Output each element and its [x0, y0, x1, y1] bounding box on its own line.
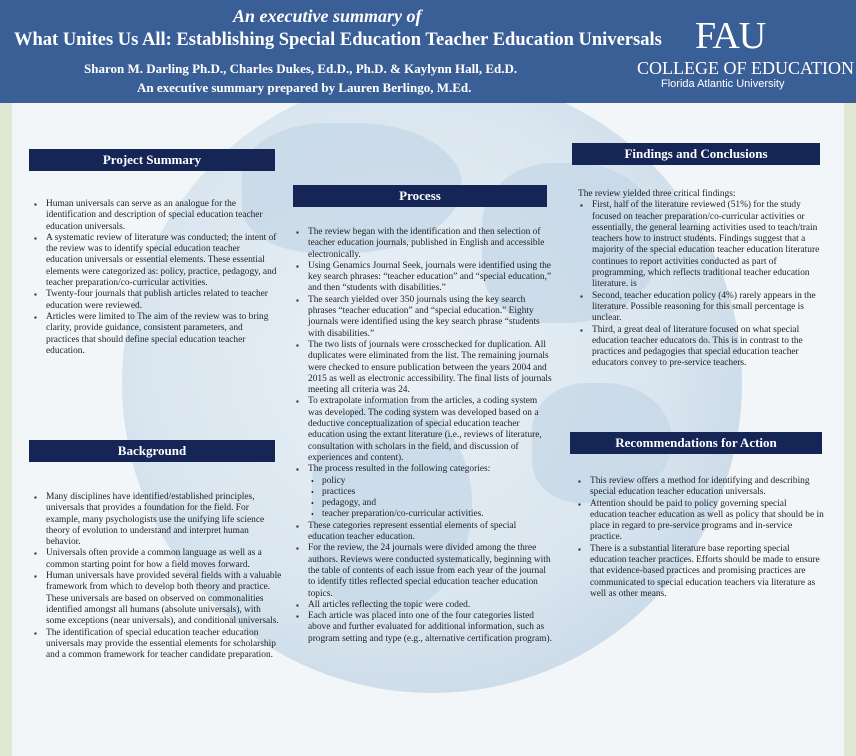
list-item: ▪ These categories represent essential elements of special education teacher education. — [294, 521, 552, 544]
poster-body — [12, 103, 844, 756]
list-item: ▪ This review offers a method for identifying and describing special education teacher education universals. — [576, 476, 824, 499]
category-item: • practices — [294, 487, 552, 498]
background-title: Background — [29, 440, 275, 462]
header-authors: Sharon M. Darling Ph.D., Charles Dukes, Ed.D., Ph.D. & Kaylynn Hall, Ed.D. — [84, 61, 518, 76]
fau-logo-mark: FAU — [695, 15, 766, 57]
findings-body — [578, 189, 823, 370]
background-body — [32, 492, 282, 661]
list-item: ▪ Twenty-four journals that publish articles related to teacher education were reviewed. — [32, 289, 277, 312]
fau-logo-university: Florida Atlantic University — [661, 78, 785, 90]
project-summary-body — [32, 199, 277, 357]
category-item: • pedagogy, and — [294, 498, 552, 509]
list-item: ▪ First, half of the literature reviewed (51%) for the study focused on teacher preparation/co-curricular activities or essentially, the general learning activities used to teach/train teachers how to instruct students. Findings suggest that a majority of the special education teacher education literature continues to report activities conducted as part of programming, which reflects traditional teacher education literature. is — [578, 200, 823, 290]
list-item: ▪ Using Genamics Journal Seek, journals were identified using the key search phrases: “teacher education” and “special education,” and then “students with disabilities.” — [294, 261, 552, 295]
process-title: Process — [293, 185, 547, 207]
fau-logo-college: COLLEGE OF EDUCATION — [637, 58, 854, 78]
list-item: ▪ A systematic review of literature was conducted; the intent of the review was to identify special education teacher education universals or essential elements. These essential elements were categorized as: policy, practice, pedagogy, and teacher preparation/co-curricular activities. — [32, 233, 277, 289]
process-list — [294, 227, 552, 645]
list-item: ▪ Human universals have provided several fields with a valuable framework from which to develop both theory and practice. These universals are based on observed on commonalities identified amongst all humans (absolute universals), with some exceptions (near universals), and conditional universals. — [32, 571, 282, 627]
list-item: ▪ For the review, the 24 journals were divided among the three authors. Reviews were conducted systematically, beginning with the table of contents of each issue from each year of the journal to identify titles reflected special education teacher education topics. — [294, 543, 552, 599]
recommendations-list — [576, 476, 824, 600]
list-item: ▪ The identification of special education teacher education universals may provide the essential elements for scholarship and a common framework for teacher candidate preparation. — [32, 628, 282, 662]
list-item: ▪ The search yielded over 350 journals using the key search phrases “teacher education” and “special education.” Eighty journals were identified using the key search phrase “students with disabilities.” — [294, 295, 552, 340]
list-item: ▪ Many disciplines have identified/established principles, universals that provides a foundation for the field. For example, many psychologists use the unifying life science theory of evolution to understand and interpret human behavior. — [32, 492, 282, 548]
list-item: ▪ Human universals can serve as an analogue for the identification and description of special education teacher education universals. — [32, 199, 277, 233]
list-item: ▪ Articles were limited to The aim of the review was to bring clarity, provide guidance, consistent parameters, and practices that should define special education teacher education. — [32, 312, 277, 357]
list-item: ▪ The review began with the identification and then selection of teacher education journals, published in English and accessible electronically. — [294, 227, 552, 261]
list-item: ▪ Each article was placed into one of the four categories listed above and further evaluated for additional information, such as program setting and type (e.g., alternative certification program). — [294, 611, 552, 645]
header-subtitle: An executive summary of — [233, 6, 422, 26]
list-item: ▪ Attention should be paid to policy governing special education teacher education as well as policy that should be in place in regard to pre-service programs and in-service practice. — [576, 499, 824, 544]
category-item: • teacher preparation/co-curricular activities. — [294, 509, 552, 520]
findings-intro: The review yielded three critical findings: — [578, 189, 736, 199]
list-item: ▪ All articles reflecting the topic were coded. — [294, 600, 552, 611]
recommendations-title: Recommendations for Action — [570, 432, 822, 454]
recommendations-body — [576, 476, 824, 600]
list-item: ▪ Second, teacher education policy (4%) rarely appears in the literature. Possible reasoning for this small percentage is unclear. — [578, 291, 823, 325]
findings-list — [578, 200, 823, 369]
list-item: ▪ The process resulted in the following categories: — [294, 464, 552, 475]
background-list — [32, 492, 282, 661]
list-item: ▪ Third, a great deal of literature focused on what special education teacher educators do. This is in contrast to the practices and pedagogies that special education teacher educators convey to pre-service teachers. — [578, 325, 823, 370]
list-item: ▪ The two lists of journals were crosschecked for duplication. All duplicates were eliminated from the list. The remaining journals were checked to ensure publication between the years 2004 and 2015 as well as electronic accessibility. The final lists of journals meeting all criteria was 24. — [294, 340, 552, 396]
header-prepared-by: An executive summary prepared by Lauren Berlingo, M.Ed. — [137, 80, 472, 95]
category-item: • policy — [294, 476, 552, 487]
poster-header — [0, 0, 856, 103]
project-summary-title: Project Summary — [29, 149, 275, 171]
list-item: ▪ Universals often provide a common language as well as a common starting point for how a field moves forward. — [32, 548, 282, 571]
list-item: ▪ There is a substantial literature base reporting special education teacher practices. Efforts should be made to ensure that evidence-based practices and promising practices are communicated to special education teachers via literature as well as other means. — [576, 544, 824, 600]
findings-title: Findings and Conclusions — [572, 143, 820, 165]
header-title: What Unites Us All: Establishing Special Education Teacher Education Universals — [14, 30, 662, 50]
project-summary-list — [32, 199, 277, 357]
process-body — [294, 227, 552, 645]
fau-logo — [637, 14, 854, 94]
list-item: ▪ To extrapolate information from the articles, a coding system was developed. The coding system was developed based on a deductive conceptualization of special education teacher education using the extant literature (i.e., reviews of literature, consultation with scholars in the field, and discussion of experiences and content). — [294, 396, 552, 464]
